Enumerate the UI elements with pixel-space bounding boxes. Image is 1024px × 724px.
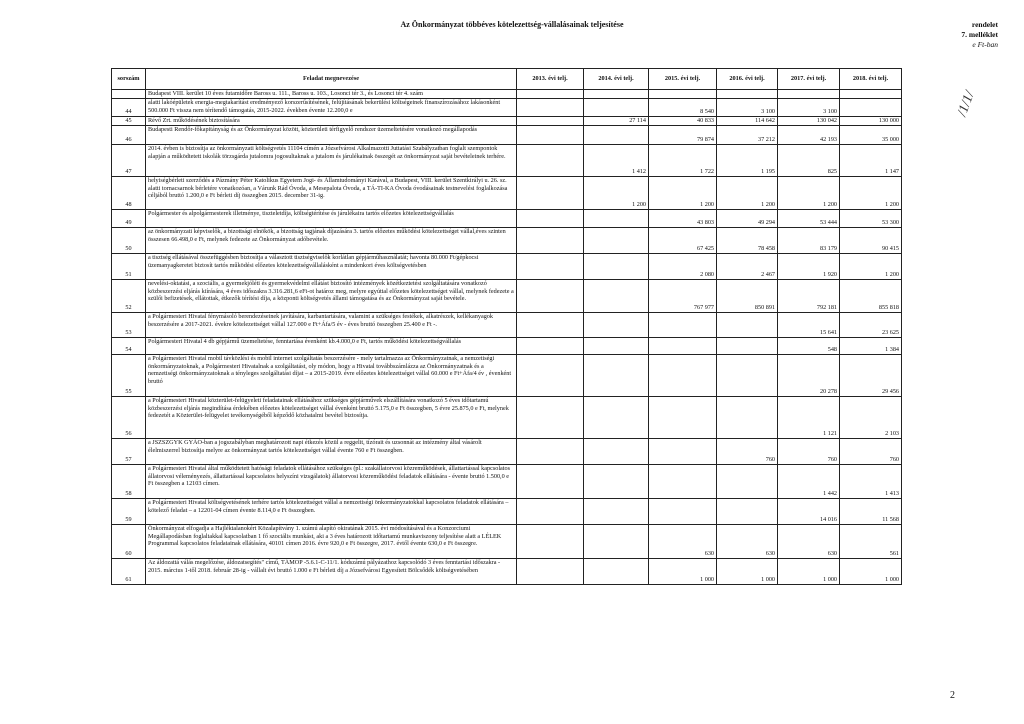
table-row: [112, 176, 902, 209]
value-cell: [649, 498, 717, 524]
row-number: [112, 90, 146, 99]
value-cell: [517, 464, 584, 498]
value-cell: 130 042: [778, 117, 840, 126]
table-row: [112, 337, 902, 354]
row-number: 47: [112, 144, 146, 176]
value-cell: 1 200: [840, 253, 902, 279]
value-cell: 114 642: [717, 117, 778, 126]
value-cell: 760: [840, 438, 902, 464]
row-number: 44: [112, 99, 146, 117]
value-cell: [649, 396, 717, 438]
table-row: [112, 464, 902, 498]
value-cell: [517, 558, 584, 584]
value-cell: 630: [778, 524, 840, 558]
value-cell: 630: [717, 524, 778, 558]
row-number: 45: [112, 117, 146, 126]
task-description: Polgármesteri Hivatal 4 db gépjármű üzemeltetése, fenntartása évenként kb.4.000,0 e Ft, tartós működési kötelezettségvállalás: [146, 337, 517, 354]
value-cell: 23 625: [840, 312, 902, 337]
value-cell: 53 444: [778, 209, 840, 227]
value-cell: [584, 438, 649, 464]
task-description: a Polgármesteri Hivatal fénymásoló berendezéseinek javítására, karbantartására, valamint a szükséges festékek, alkatrészek, kellékanyagok beszerzésére a 2017-2021. évekre kötelezettséget vállal 127.000 e Ft+Áfa/5 év - éves bruttó összegben 25.400 e Ft -.: [146, 312, 517, 337]
value-cell: 79 874: [649, 125, 717, 144]
value-cell: [517, 176, 584, 209]
value-cell: 2 080: [649, 253, 717, 279]
column-header-3: 2014. évi telj.: [584, 69, 649, 90]
value-cell: 53 300: [840, 209, 902, 227]
row-number: 55: [112, 354, 146, 396]
value-cell: 3 100: [717, 99, 778, 117]
value-cell: [717, 337, 778, 354]
value-cell: [584, 227, 649, 253]
table-row: [112, 498, 902, 524]
value-cell: 43 803: [649, 209, 717, 227]
page-title: Az Önkormányzat többéves kötelezettség-vállalásainak teljesítése: [400, 20, 624, 29]
value-cell: [584, 253, 649, 279]
value-cell: 760: [717, 438, 778, 464]
value-cell: [649, 438, 717, 464]
value-cell: 1 412: [584, 144, 649, 176]
value-cell: [717, 312, 778, 337]
value-cell: 67 425: [649, 227, 717, 253]
stamp-line-rendelet: rendelet: [971, 20, 998, 29]
value-cell: 3 100: [778, 99, 840, 117]
value-cell: [517, 117, 584, 126]
row-number: 53: [112, 312, 146, 337]
table-row: [112, 253, 902, 279]
row-number: 46: [112, 125, 146, 144]
value-cell: 8 540: [649, 99, 717, 117]
value-cell: 1 147: [840, 144, 902, 176]
value-cell: 1 200: [649, 176, 717, 209]
table-row: [112, 227, 902, 253]
commitments-table: [111, 68, 902, 585]
value-cell: 49 294: [717, 209, 778, 227]
value-cell: [584, 209, 649, 227]
column-header-5: 2016. évi telj.: [717, 69, 778, 90]
value-cell: 767 977: [649, 279, 717, 312]
row-number: 60: [112, 524, 146, 558]
value-cell: 14 016: [778, 498, 840, 524]
value-cell: [717, 354, 778, 396]
value-cell: 2 103: [840, 396, 902, 438]
value-cell: 1 200: [717, 176, 778, 209]
value-cell: 1 920: [778, 253, 840, 279]
value-cell: [649, 312, 717, 337]
row-number: 48: [112, 176, 146, 209]
value-cell: [649, 464, 717, 498]
task-description: Polgármester és alpolgármesterek illetménye, tiszteletdíja, költségtérítése és járulékaira tartós előzetes kötelezettségvállalás: [146, 209, 517, 227]
value-cell: 20 278: [778, 354, 840, 396]
row-number: 57: [112, 438, 146, 464]
value-cell: 1 200: [778, 176, 840, 209]
value-cell: [517, 498, 584, 524]
value-cell: [649, 90, 717, 99]
value-cell: 1 200: [584, 176, 649, 209]
task-description: Az áldozattá válás megelőzése, áldozatsegítés" című, TÁMOP -5.6.1-C-11/1. kódszámú pályázathoz kapcsolódó 3 éves fenntartási időszakra - 2015. március 1-től 2018. február 28-ig - vállalt évi bruttó 1.000 e Ft bérleti díj a Józsefvárosi Egyesített Bölcsődék költségvetésében: [146, 558, 517, 584]
task-description: Révő Zrt. működésének biztosítására: [146, 117, 517, 126]
table-row: [112, 524, 902, 558]
value-cell: [649, 354, 717, 396]
task-description: a Polgármesteri Hivatal költségvetésének terhére tartós kötelezettséget vállal a nemzetiségi önkormányzatokkal kapcsolatos feladatok ellátására – kötelező feladat – a 12201-04 címen évente 8.114,0 e Ft összegben.: [146, 498, 517, 524]
value-cell: 1 722: [649, 144, 717, 176]
table-row: [112, 117, 902, 126]
value-cell: [517, 337, 584, 354]
table-row: [112, 125, 902, 144]
value-cell: [517, 396, 584, 438]
value-cell: 548: [778, 337, 840, 354]
task-description: a Polgármesteri Hivatal mobil távközlési és mobil internet szolgáltatás beszerzésére - mely tartalmazza az Önkormányzatnak, a nemzetiségi önkormányzatoknak, a Polgármesteri Hivatalnak a szolgáltatást, oly módon, hogy a Hivatal továbbszámlázza az Önkormányzatnak és a nemzetiségi önkormányzatoknak a tényleges szolgáltatási díjat – a 2015-2019. évre előzetes kötelezettséget vállal 60.000 e Ft+Áfa/4 év , évenként bruttó: [146, 354, 517, 396]
column-header-4: 2015. évi telj.: [649, 69, 717, 90]
value-cell: 1 200: [840, 176, 902, 209]
table-row: [112, 144, 902, 176]
value-cell: 11 568: [840, 498, 902, 524]
row-number: 61: [112, 558, 146, 584]
value-cell: [584, 354, 649, 396]
value-cell: [517, 125, 584, 144]
value-cell: [517, 253, 584, 279]
task-description: Budapesti Rendőr-főkapitányság és az Önkormányzat között, közterületi térfigyelő rendszer üzemeltetésére vonatkozó megállapodás: [146, 125, 517, 144]
value-cell: 561: [840, 524, 902, 558]
task-description: a JSZSZGYK GYÁO-ban a jogszabályban meghatározott napi étkezés közül a reggelit, tízórait és uzsonnát az intézmény által vásárolt élelmiszerrel biztosítja melyre az önkormányzat tartós kötelezettséget vállal évente 760 e Ft összegben.: [146, 438, 517, 464]
value-cell: 37 212: [717, 125, 778, 144]
task-description: nevelési-oktatási, a szociális, a gyermekjóléti és gyermekvédelmi ellátást biztosító intézmények közétkeztetési szolgáltatására vonatkozó közbeszerzési eljárás kiírására, 4 éves időszakra 3.316.281,6 eFt-ot határoz meg, melyre egyúttal előzetes kötelezettséget vállal, melynek fedezete a szülői befizetések, ellátottak, étkezők térítési díja, a központi költségvetés állami támogatása és az Önkormányzat saját bevétele.: [146, 279, 517, 312]
value-cell: 2 467: [717, 253, 778, 279]
task-description: a tisztség ellátásával összefüggésben biztosítja a választott tisztségviselők korlátlan gépjárműhasználatát; havonta 80.000 Ft/gépkocsi üzemanyagkeretet biztosít tartós működési előzetes kötelezettségvállalásként a mindenkori éves költségvetésben: [146, 253, 517, 279]
handwritten-scribble: /1/1/: [954, 89, 978, 119]
value-cell: 40 833: [649, 117, 717, 126]
value-cell: 1 121: [778, 396, 840, 438]
column-header-7: 2018. évi telj.: [840, 69, 902, 90]
value-cell: [517, 524, 584, 558]
value-cell: [517, 279, 584, 312]
table-row: [112, 396, 902, 438]
value-cell: [584, 90, 649, 99]
value-cell: [584, 312, 649, 337]
task-description: alatti lakóépületek energia-megtakarítást eredményező korszerűsítésének, felújításának bekerülési költségeinek finanszírozásához lakásonként 500.000 Ft vissza nem térítendő támogatás, 2015-2022. években évente 12.200,0 e: [146, 99, 517, 117]
value-cell: 78 458: [717, 227, 778, 253]
stamp-line-unit: e Ft-ban: [972, 40, 998, 49]
value-cell: 825: [778, 144, 840, 176]
value-cell: 1 195: [717, 144, 778, 176]
value-cell: [517, 438, 584, 464]
value-cell: [517, 227, 584, 253]
value-cell: [517, 312, 584, 337]
value-cell: 792 181: [778, 279, 840, 312]
column-header-0: sorszám: [112, 69, 146, 90]
task-description: 2014. évben is biztosítja az önkormányzati költségvetés 11104 címén a Józsefvárosi Alkalmazotti Juttatási Szabályzatban foglalt szempontok alapján a működtetett iskolák törzsgárda jutalomra jogosultaknak a jutalom és járulékainak összegét az önkormányzat saját bevételeinek terhére.: [146, 144, 517, 176]
row-number: 59: [112, 498, 146, 524]
value-cell: 630: [649, 524, 717, 558]
stamp-line-melleklet: 7. melléklet: [961, 30, 998, 39]
table-row: [112, 90, 902, 99]
value-cell: [584, 464, 649, 498]
value-cell: 1 000: [840, 558, 902, 584]
value-cell: [517, 354, 584, 396]
table-row: [112, 99, 902, 117]
value-cell: [584, 524, 649, 558]
row-number: 52: [112, 279, 146, 312]
value-cell: 855 818: [840, 279, 902, 312]
table-row: [112, 279, 902, 312]
value-cell: [717, 464, 778, 498]
value-cell: 1 413: [840, 464, 902, 498]
value-cell: 29 456: [840, 354, 902, 396]
value-cell: [517, 144, 584, 176]
value-cell: [717, 396, 778, 438]
value-cell: 27 114: [584, 117, 649, 126]
value-cell: [584, 279, 649, 312]
value-cell: [517, 209, 584, 227]
task-description: Önkormányzat elfogadja a Hajléktalanokért Közalapítvány 1. számú alapító okiratának 2015. évi módosításával és a Konzorciumi Megállapodásban foglaltakkal kapcsolatban 1 fő szociális munkást, aki a 3 éves határozott időtartamú munkaviszony teljesítése alatt a LÉLEK Programmal kapcsolatos feladatainak ellátására, 40101 címen 2016. évre 920,0 e Ft összegre, 2017. évtől évente 630,0 e Ft összegre.: [146, 524, 517, 558]
column-header-2: 2013. évi telj.: [517, 69, 584, 90]
table-body: [112, 90, 902, 585]
value-cell: 15 641: [778, 312, 840, 337]
row-number: 56: [112, 396, 146, 438]
value-cell: [778, 90, 840, 99]
row-number: 58: [112, 464, 146, 498]
row-number: 49: [112, 209, 146, 227]
task-description: Budapest VIII. kerület 10 éves futamidőre Baross u. 111., Baross u. 103., Losonci tér 3., és Losonci tér 4. szám: [146, 90, 517, 99]
row-number: 51: [112, 253, 146, 279]
value-cell: 130 000: [840, 117, 902, 126]
value-cell: [584, 125, 649, 144]
task-description: helyiségbérleti szerződés a Pázmány Péter Katolikus Egyetem Jogi- és Államtudományi Karával, a Budapest, VIII. kerület Szentkirályi u. 26. sz. alatti tornacsarnok bérletére vonatkozóan, a Várunk Rád Óvoda, a Mesepalota Óvoda, a TÁ-TI-KA Óvoda óvodásainak testnevelési foglalkozása céljából bruttó 1.200,0 e Ft bérleti díj összegben 2015. december 31-ig.: [146, 176, 517, 209]
value-cell: 42 193: [778, 125, 840, 144]
value-cell: [517, 99, 584, 117]
value-cell: 35 000: [840, 125, 902, 144]
value-cell: [717, 90, 778, 99]
value-cell: [584, 498, 649, 524]
value-cell: 850 891: [717, 279, 778, 312]
task-description: a Polgármesteri Hivatal közterület-felügyeleti feladatainak ellátásához szükséges gépjárművek elszállítására vonatkozó 5 éves időtartamú közbeszerzési eljárás megindítása érdekében előzetes kötelezettséget vállal évenként bruttó 5.175,0 e Ft összegben, 5 évre 25.875,0 e Ft, melynek fedezetét a Közterület-felügyelet tevékenységéből képződő közhatalmi bevétel biztosítja.: [146, 396, 517, 438]
table-row: [112, 438, 902, 464]
table-row: [112, 312, 902, 337]
column-header-1: Feladat megnevezése: [146, 69, 517, 90]
value-cell: [584, 396, 649, 438]
value-cell: [584, 558, 649, 584]
value-cell: 1 000: [778, 558, 840, 584]
value-cell: 83 179: [778, 227, 840, 253]
page-number: 2: [950, 690, 955, 701]
value-cell: 1 384: [840, 337, 902, 354]
table-row: [112, 558, 902, 584]
rendelet-stamp: [928, 20, 998, 50]
task-description: az önkormányzati képviselők, a bizottsági elnökök, a bizottság tagjának díjazására 3. tartós előzetes működési kötelezettséget vállal,éves szinten összesen 66.498,0 e Ft, melynek fedezete az Önkormányzat adóbevétele.: [146, 227, 517, 253]
table-row: [112, 354, 902, 396]
value-cell: [517, 90, 584, 99]
column-header-6: 2017. évi telj.: [778, 69, 840, 90]
table-header-row: [112, 69, 902, 90]
task-description: a Polgármesteri Hivatal által működtetett hatósági feladatok ellátásához szükséges (pl.: szakállatorvosi közreműködések, állattartással kapcsolatos állatorvosi véleményezés, állattartással kapcsolatos helyszíni vizsgálatok) állatorvosi közreműködési feladatok ellátására - évente bruttó 1.500,0 e Ft összegben a 12103 címen.: [146, 464, 517, 498]
value-cell: [649, 337, 717, 354]
value-cell: 90 415: [840, 227, 902, 253]
value-cell: 1 000: [649, 558, 717, 584]
value-cell: 760: [778, 438, 840, 464]
value-cell: [840, 99, 902, 117]
table-row: [112, 209, 902, 227]
value-cell: [717, 498, 778, 524]
value-cell: [584, 99, 649, 117]
row-number: 50: [112, 227, 146, 253]
row-number: 54: [112, 337, 146, 354]
value-cell: 1 000: [717, 558, 778, 584]
value-cell: 1 442: [778, 464, 840, 498]
value-cell: [584, 337, 649, 354]
value-cell: [840, 90, 902, 99]
